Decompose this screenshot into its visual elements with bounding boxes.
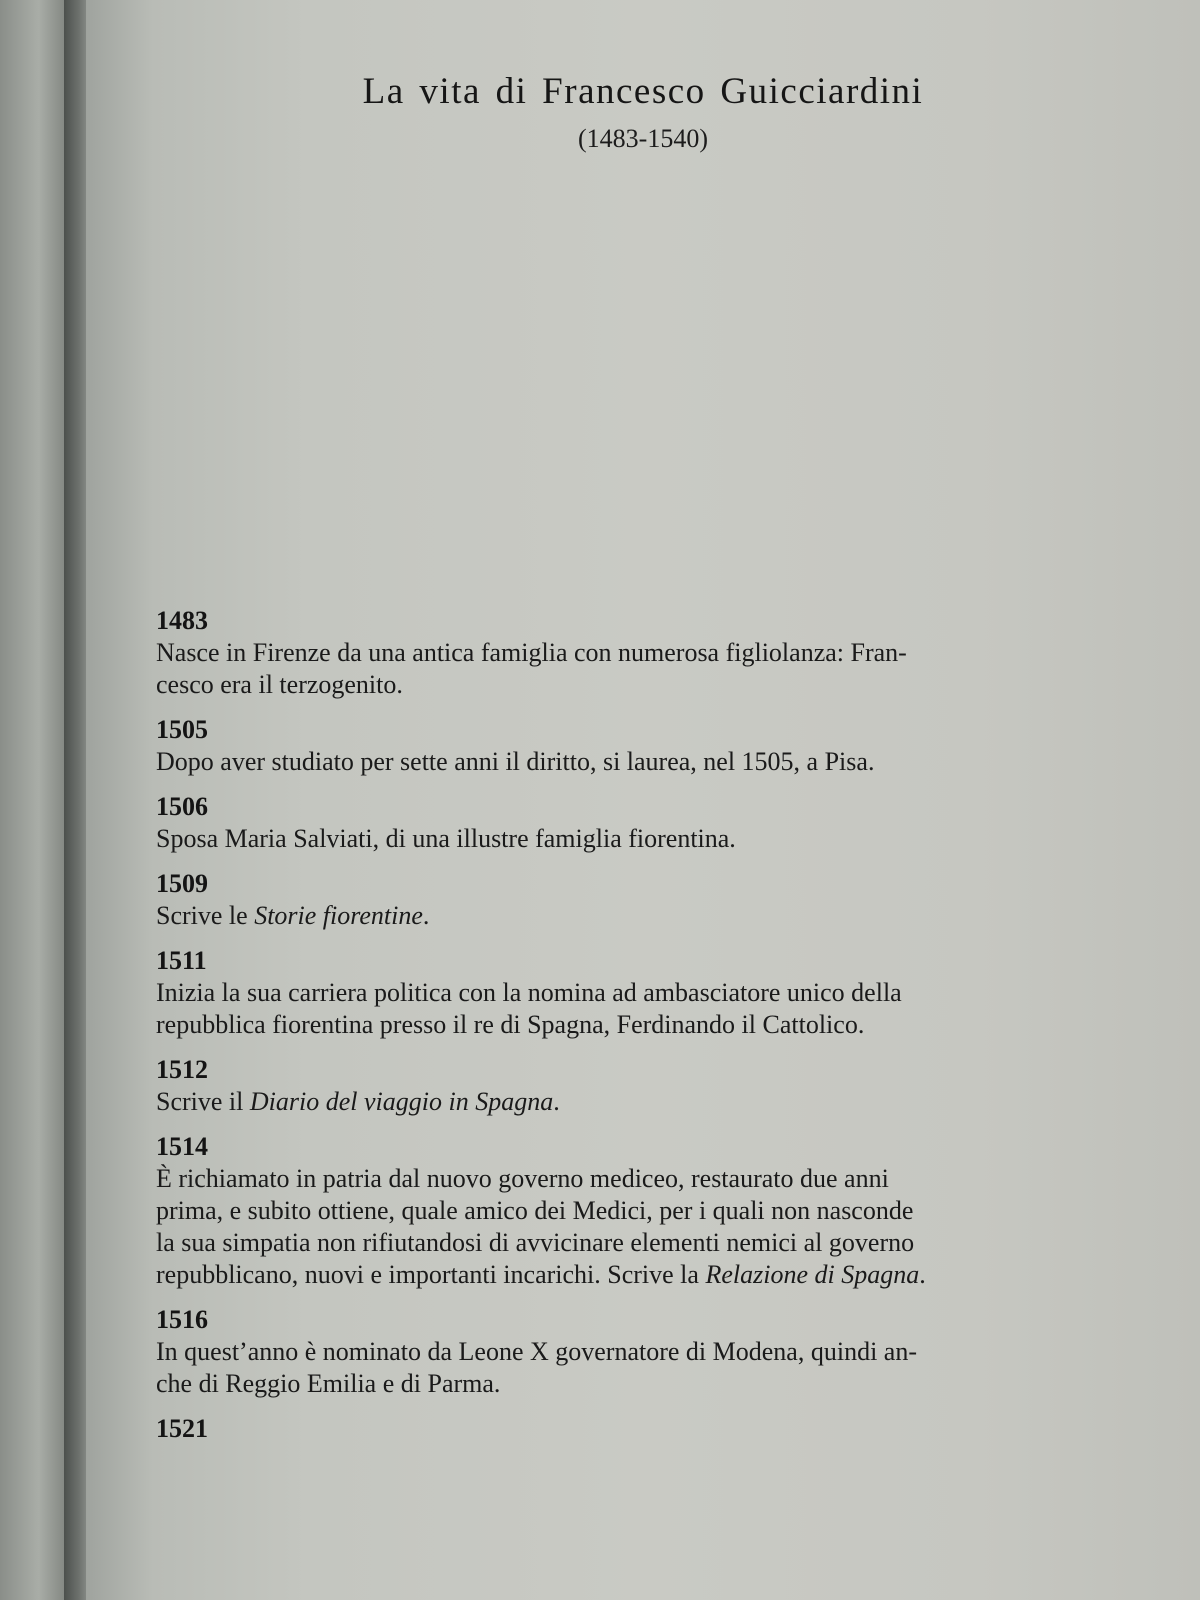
book-page	[86, 0, 1200, 1600]
entry-year: 1512	[156, 1055, 208, 1084]
entry-year: 1506	[156, 792, 208, 821]
chronology-entry-1514	[156, 1131, 1200, 1291]
entry-text-line: Nasce in Firenze da una antica famiglia con numerosa figliolanza: Fran-	[156, 638, 907, 667]
entry-text-line: cesco era il terzogenito.	[156, 670, 403, 699]
chronology-list	[156, 605, 1200, 1458]
entry-year: 1483	[156, 606, 208, 635]
page-title: La vita di Francesco Guicciardini	[362, 71, 924, 112]
chronology-entry-1506	[156, 791, 1200, 855]
work-title: Diario del viaggio in Spagna	[249, 1087, 554, 1116]
entry-text-part: Scrive le	[156, 901, 255, 930]
entry-text-part: Scrive il	[156, 1087, 250, 1116]
chronology-entry-1511	[156, 945, 1200, 1041]
chronology-entry-1521	[156, 1413, 1200, 1445]
entry-year: 1511	[156, 946, 207, 975]
entry-text-line	[156, 1259, 1200, 1291]
entry-text: Dopo aver studiato per sette anni il diritto, si laurea, nel 1505, a Pisa.	[156, 747, 875, 776]
chronology-entry-1483	[156, 605, 1200, 701]
entry-text: Sposa Maria Salviati, di una illustre famiglia fiorentina.	[156, 824, 736, 853]
work-title: Storie fiorentine	[254, 901, 423, 930]
entry-text-line: È richiamato in patria dal nuovo governo mediceo, restaurato due anni	[156, 1164, 889, 1193]
entry-text-line: la sua simpatia non rifiutandosi di avvicinare elementi nemici al governo	[156, 1228, 915, 1257]
entry-year: 1514	[156, 1132, 208, 1161]
left-page-edge	[0, 0, 70, 1600]
chronology-entry-1516	[156, 1304, 1200, 1400]
entry-text-part: .	[553, 1087, 560, 1116]
entry-text-line: Inizia la sua carriera politica con la nomina ad ambasciatore unico della	[156, 978, 902, 1007]
entry-year: 1516	[156, 1305, 208, 1334]
entry-text-part: .	[919, 1260, 926, 1289]
chronology-entry-1505	[156, 714, 1200, 778]
entry-text-part: .	[422, 901, 430, 930]
entry-year: 1521	[156, 1414, 208, 1443]
entry-text	[156, 1086, 1200, 1118]
chronology-entry-1512	[156, 1054, 1200, 1118]
entry-text-line: prima, e subito ottiene, quale amico dei Medici, per i quali non nasconde	[156, 1196, 914, 1225]
entry-year: 1505	[156, 715, 208, 744]
chronology-entry-1509	[156, 868, 1200, 932]
entry-text-line: In quest’anno è nominato da Leone X governatore di Modena, quindi an-	[156, 1337, 917, 1366]
entry-text-line: repubblica fiorentina presso il re di Spagna, Ferdinando il Cattolico.	[156, 1010, 865, 1039]
page-subtitle-years: (1483-1540)	[578, 124, 708, 153]
entry-text-part: repubblicano, nuovi e importanti incarichi. Scrive la	[156, 1260, 706, 1289]
entry-text-line: che di Reggio Emilia e di Parma.	[156, 1369, 501, 1398]
entry-text	[156, 900, 1200, 932]
entry-year: 1509	[156, 869, 208, 898]
work-title: Relazione di Spagna	[705, 1260, 920, 1289]
